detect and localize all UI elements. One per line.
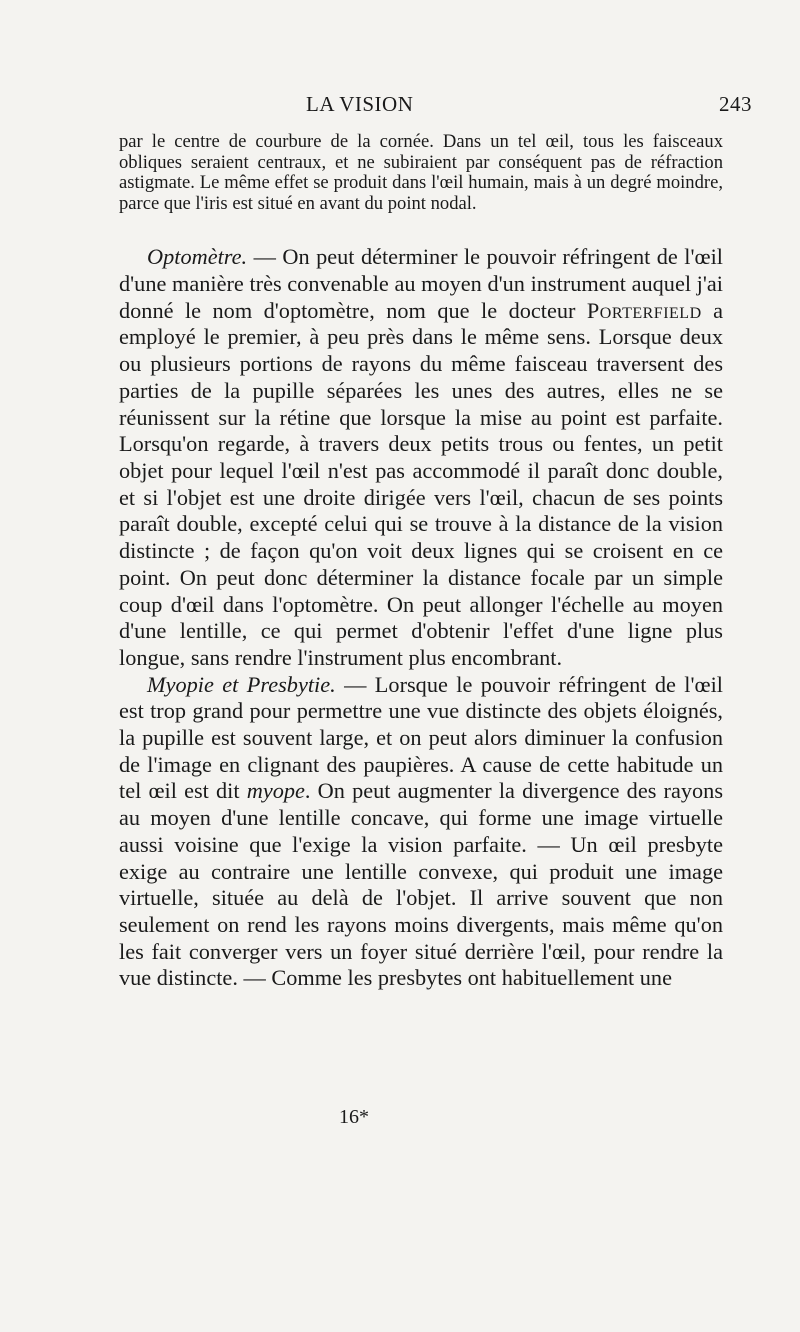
paragraph-myopie-text-b: . On peut augmenter la divergence des rayons au moyen d'une lentille concave, qui forme une image virtuelle aussi voisine que l'exige la vision parfaite. — Un œil presbyte exige au contraire une lentille convexe, qui produit une image virtuelle, située au delà de l'objet. Il arrive souvent que non seulement on rend les rayons moins divergents, mais même qu'on les fait converger vers un foyer situé derrière l'œil, pour rendre la vue distincte. — Comme les presbytes ont habituellement une [119, 778, 723, 991]
running-head-title: LA VISION [306, 92, 414, 116]
paragraph-optometre-text-b: a employé le premier, à peu près dans le même sens. Lorsque deux ou plusieurs portions de rayons du même faisceau traversent des parties de la pupille séparées les unes des autres, elles ne se réunissent sur la rétine que lorsque la mise au point est parfaite. Lorsqu'on regarde, à travers deux petits trous ou fentes, un petit objet pour lequel l'œil n'est pas accommodé il paraît donc double, et si l'objet est une droite dirigée vers l'œil, chacun de ses points paraît double, excepté celui qui se trouve à la distance de la vision distincte ; de façon qu'on voit deux lignes qui se croisent en ce point. On peut donc déterminer la distance focale par un simple coup d'œil dans l'optomètre. On peut allonger l'échelle au moyen d'une lentille, ce qui permet d'obtenir l'effet d'une ligne plus longue, sans rendre l'instrument plus encombrant. [119, 297, 723, 670]
paragraph-optometre [119, 244, 723, 671]
page-number: 243 [719, 92, 752, 116]
section-heading-myopie: Myopie et Presbytie. [147, 671, 336, 697]
section-heading-optometre: Optomètre. [147, 244, 248, 270]
paragraph-cornea: par le centre de courbure de la cornée. Dans un tel œil, tous les faisceaux obliques seraient centraux, et ne subiraient par conséquent pas de réfraction astigmate. Le même effet se produit dans l'œil humain, mais à un degré moindre, parce que l'iris est situé en avant du point nodal. [119, 131, 723, 214]
signature-mark: 16* [339, 1106, 369, 1128]
name-porterfield: Porterfield [586, 297, 702, 323]
paragraph-myopie [119, 672, 723, 992]
body-text [119, 132, 723, 992]
term-myope: myope [246, 778, 305, 804]
running-head [120, 92, 752, 120]
paragraph-myopie-text-a: — Lorsque le pouvoir réfringent de l'œil est trop grand pour permettre une vue distincte des objets éloignés, la pupille est souvent large, et on peut alors diminuer la confusion de l'image en clignant des paupières. A cause de cette habitude un tel œil est dit [119, 671, 723, 804]
paragraph-optometre-text-a: — On peut déterminer le pouvoir réfringent de l'œil d'une manière très convenable au moyen d'un instrument auquel j'ai donné le nom d'optomètre, nom que le docteur [119, 244, 723, 323]
